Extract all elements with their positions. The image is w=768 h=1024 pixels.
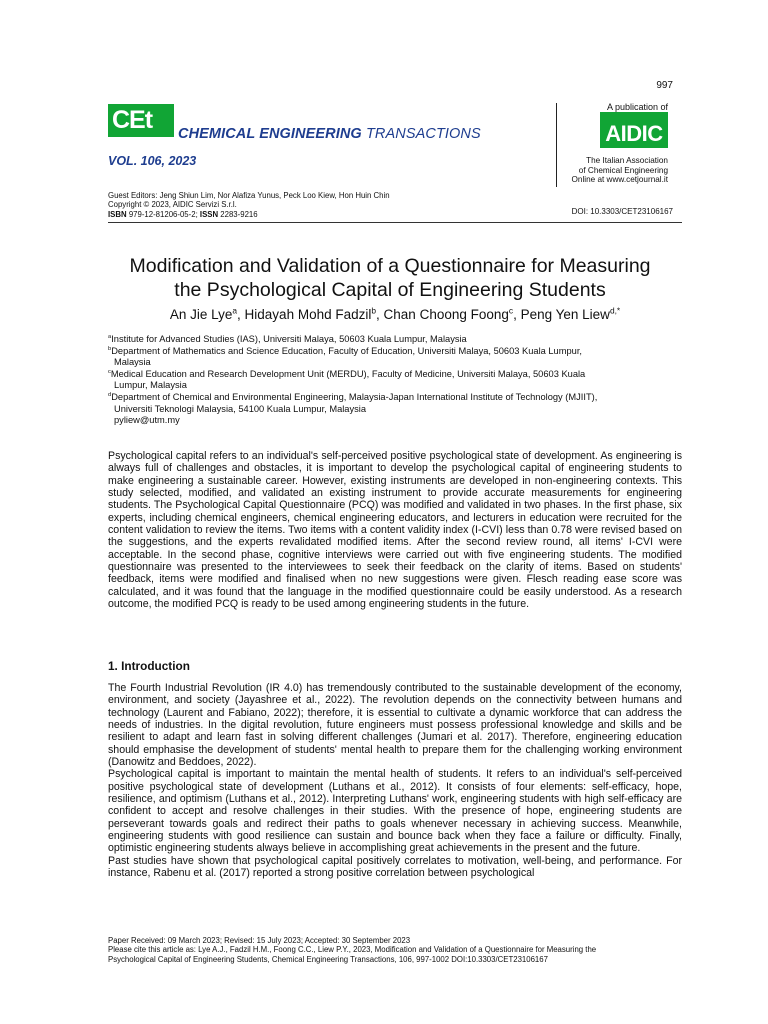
page-number: 997: [656, 80, 673, 91]
header-rule: [108, 222, 682, 223]
paragraph: Psychological capital is important to maintain the mental health of students. It refers to an individual's self-perceived positive psychological state of development (Luthans et al., 2012). It consists of four elements: self-efficacy, hope, resilience, and optimism (Luthans et al., 2012). Interpreting Luthans' work, engineering students with high self-efficacy are confident to accept and resolve challenges in their studies. With the presence of hope, engineering students are perseverant towards goals and redirect their paths to goals whenever necessary in achieving success. Meanwhile, engineering students with good resilience can sustain and bounce back when they face a failure or difficulty. Finally, optimistic engineering students always believe in accomplishing great achievements in the present and the future.: [108, 768, 682, 855]
introduction-text: [108, 682, 682, 880]
aidic-info: The Italian Association of Chemical Engineering Online at www.cetjournal.it: [571, 156, 668, 185]
volume: VOL. 106, 2023: [108, 154, 197, 168]
doi: DOI: 10.3303/CET23106167: [571, 207, 673, 216]
affiliations: $^a$Institute for Advanced Studies (IAS), Universiti Malaya, 50603 Kuala Lumpur, Malaysia $^b$Department of Mathematics and Science Education, Faculty of Education, Universiti Malaya, 50603 Kuala Lumpur, Malaysia $^c$Medical Education and Research Development Unit (MERDU), Faculty of Medicine, Universiti Malaya, 50603 Kuala Lumpur, Malaysia $^d$Department of Chemical and Environmental Engineering, Malaysia-Japan International Institute of Technology (MJIIT), Universiti Teknologi Malaysia, 54100 Kuala Lumpur, Malaysia pyliew@utm.my: [108, 334, 682, 427]
paragraph: The Fourth Industrial Revolution (IR 4.0) has tremendously contributed to the sustainable development of the economy, environment, and society (Jayashree et al., 2022). The revolution depends on the connectivity between humans and technology (Laurent and Fabiano, 2022); therefore, it is essential to cultivate a dynamic workforce that can address the needs of industries. In the digital revolution, future engineers must possess professional knowledge and skills and be resilient to adapt and learn fast in solving different challenges (Jumari et al. 2017). Therefore, engineering education should emphasise the development of students' mental health to prepare them for the challenging working environment (Danowitz and Beddoes, 2022).: [108, 682, 682, 769]
corresponding-email[interactable]: pyliew@utm.my: [114, 415, 180, 426]
cet-logo: CEt: [108, 104, 174, 137]
publication-of: A publication of: [606, 102, 668, 112]
guest-editors-block: Guest Editors: Jeng Shiun Lim, Nor Alafiza Yunus, Peck Loo Kiew, Hon Huin Chin Copyright © 2023, AIDIC Servizi S.r.l. ISBN 979-12-81206-05-2; ISSN 2283-9216: [108, 191, 390, 219]
abstract: Psychological capital refers to an individual's self-perceived positive psychological state of development. As engineering is always full of challenges and obstacles, it is important to develop the psychological capital of engineering students to make engineering a sustainable career. However, existing instruments are developed in non-engineering contexts. This study selected, modified, and validated an existing instrument to provide accurate measurements for engineering students. The Psychological Capital Questionnaire (PCQ) was modified and validated in two phases. In the first phase, six experts, including chemical engineers, chemical engineering educators, and lecturers in education were recruited for the content validation to review the items. Two items with a content validity index (I-CVI) less than 0.78 were revised based on the suggestions, and the experts revalidated modified items. After the second review round, all items' I-CVI were acceptable. In the second phase, cognitive interviews were carried out with five engineering students. The modified questionnaire was presented to the interviewees to seek their feedback on the clarity of items. Based on students' feedback, items were modified and finalised when no new suggestions were given. Flesch reading ease score was calculated, and it was found that the language in the modified questionnaire could be easily understood. As a research outcome, the modified PCQ is ready to be used among engineering students in the future.: [108, 450, 682, 611]
paragraph: Past studies have shown that psychological capital positively correlates to motivation, well-being, and performance. For instance, Rabenu et al. (2017) reported a strong positive correlation between psychological: [108, 854, 682, 880]
footer: Paper Received: 09 March 2023; Revised: 15 July 2023; Accepted: 30 September 2023 Please cite this article as: Lye A.J., Fadzil H.M., Foong C.C., Liew P.Y., 2023, Modification and Validation of a Questionnaire for Measuring the Psychological Capital of Engineering Students, Chemical Engineering Transactions, 106, 997-1002 DOI:10.3303/CET23106167: [108, 936, 597, 964]
aidic-logo: AIDIC: [600, 112, 668, 148]
section-heading: 1. Introduction: [108, 659, 190, 673]
journal-name: CHEMICAL ENGINEERING TRANSACTIONS: [178, 126, 481, 142]
authors: An Jie Lye$^a$, Hidayah Mohd Fadzil$^b$, Chan Choong Foong$^c$, Peng Yen Liew$^{d,*}$: [169, 305, 621, 322]
paper-title: Modification and Validation of a Questionnaire for Measuring the Psychological Capital of Engineering Students: [129, 255, 651, 301]
header-divider: [556, 103, 557, 187]
